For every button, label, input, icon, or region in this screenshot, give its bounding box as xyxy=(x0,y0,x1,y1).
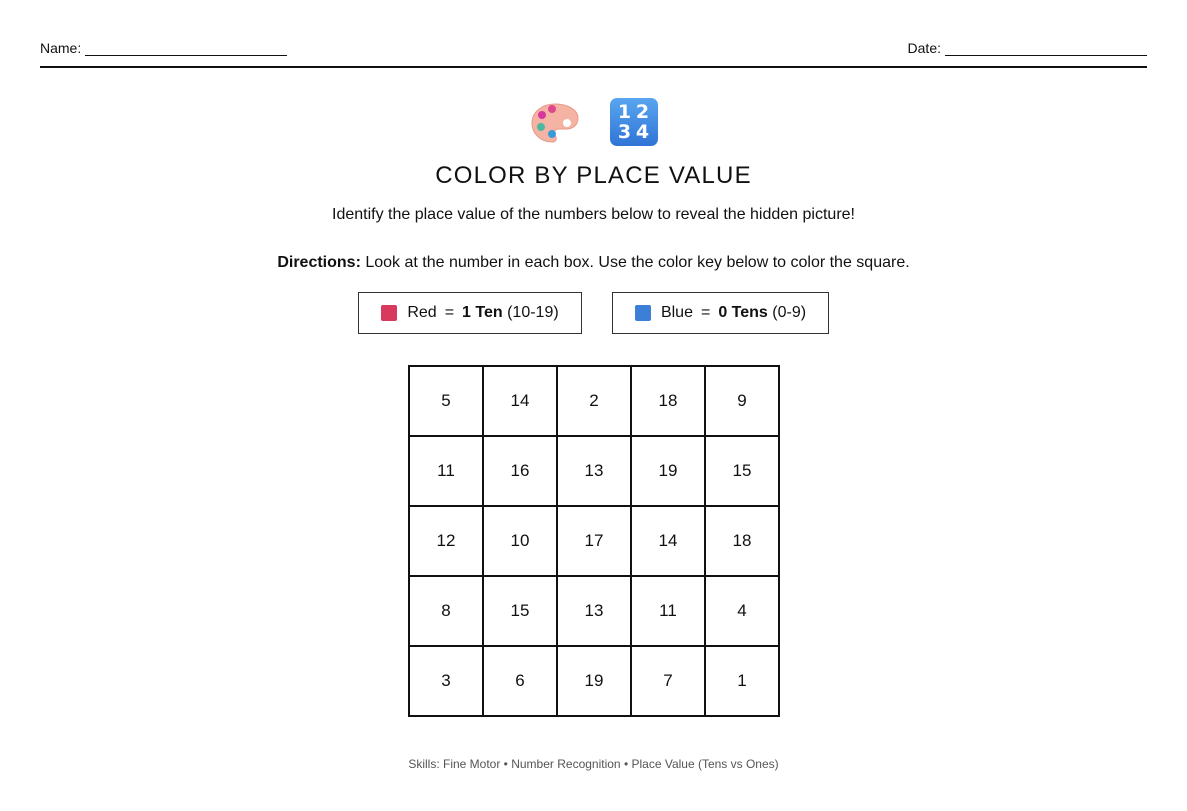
grid-cell[interactable]: 19 xyxy=(631,436,705,506)
grid-cell[interactable]: 15 xyxy=(483,576,557,646)
key-range: (0-9) xyxy=(772,304,807,321)
grid-cell[interactable]: 19 xyxy=(557,646,631,716)
grid-cell[interactable]: 11 xyxy=(631,576,705,646)
grid-cell[interactable]: 14 xyxy=(631,506,705,576)
date-line[interactable] xyxy=(945,41,1147,56)
grid-row xyxy=(409,646,779,716)
directions-label: Directions: xyxy=(277,254,361,271)
grid-cell[interactable]: 13 xyxy=(557,576,631,646)
coloring-grid xyxy=(408,365,780,717)
grid-cell[interactable]: 3 xyxy=(409,646,483,716)
grid-cell[interactable]: 8 xyxy=(409,576,483,646)
color-key-red xyxy=(358,292,582,334)
name-line[interactable] xyxy=(85,41,287,56)
grid-cell[interactable]: 18 xyxy=(705,506,779,576)
date-label: Date: xyxy=(907,40,941,56)
palette-icon xyxy=(530,98,580,148)
grid-cell[interactable]: 4 xyxy=(705,576,779,646)
numbers-icon-glyph: 3 xyxy=(617,121,632,143)
grid-cell[interactable]: 16 xyxy=(483,436,557,506)
name-label: Name: xyxy=(40,40,82,56)
numbers-icon xyxy=(610,98,658,146)
grid-cell[interactable]: 18 xyxy=(631,366,705,436)
blue-swatch-icon xyxy=(635,305,651,321)
directions xyxy=(0,254,1187,272)
key-color-name: Red xyxy=(407,304,437,321)
numbers-icon-glyph: 2 xyxy=(635,101,650,123)
grid-cell[interactable]: 2 xyxy=(557,366,631,436)
skills-footer: Skills: Fine Motor • Number Recognition • Place Value (Tens vs Ones) xyxy=(408,757,779,771)
key-color-name: Blue xyxy=(660,304,693,321)
name-field[interactable] xyxy=(40,40,287,56)
grid-cell[interactable]: 11 xyxy=(409,436,483,506)
grid-cell[interactable]: 6 xyxy=(483,646,557,716)
key-tens: 0 Tens xyxy=(718,304,768,321)
grid-cell[interactable]: 13 xyxy=(557,436,631,506)
worksheet-header xyxy=(40,38,1147,68)
grid-cell[interactable]: 12 xyxy=(409,506,483,576)
page-subtitle: Identify the place value of the numbers below to reveal the hidden picture! xyxy=(332,206,855,223)
grid-cell[interactable]: 10 xyxy=(483,506,557,576)
grid-row xyxy=(409,366,779,436)
grid-cell[interactable]: 17 xyxy=(557,506,631,576)
key-range: (10-19) xyxy=(507,304,559,321)
numbers-icon-glyph: 4 xyxy=(635,121,650,143)
grid-row xyxy=(409,576,779,646)
grid-cell[interactable]: 14 xyxy=(483,366,557,436)
grid-cell[interactable]: 15 xyxy=(705,436,779,506)
color-key-blue xyxy=(612,292,829,334)
numbers-icon-glyph: 1 xyxy=(617,101,632,123)
title-icons xyxy=(0,98,1187,148)
key-equals: = xyxy=(444,304,455,321)
grid-row xyxy=(409,506,779,576)
grid-row xyxy=(409,436,779,506)
grid-cell[interactable]: 7 xyxy=(631,646,705,716)
key-equals: = xyxy=(700,304,711,321)
grid-cell[interactable]: 9 xyxy=(705,366,779,436)
grid-cell[interactable]: 5 xyxy=(409,366,483,436)
key-tens: 1 Ten xyxy=(462,304,503,321)
page-title: COLOR BY PLACE VALUE xyxy=(435,162,752,189)
date-field[interactable] xyxy=(908,40,1147,56)
grid-cell[interactable]: 1 xyxy=(705,646,779,716)
directions-text: Look at the number in each box. Use the color key below to color the square. xyxy=(360,254,910,271)
red-swatch-icon xyxy=(381,305,397,321)
